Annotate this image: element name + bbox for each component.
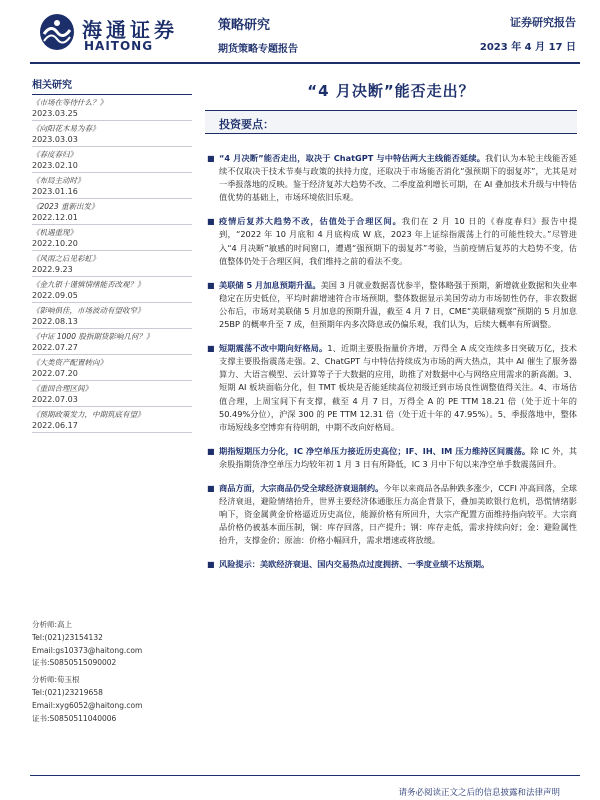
related-item[interactable]: [32, 251, 192, 277]
sidebar: [32, 66, 192, 796]
related-item[interactable]: [32, 121, 192, 147]
related-item-title: 《中证 1000 股指期货影响几何？》: [32, 332, 154, 341]
related-item-date: 2023.02.10: [32, 161, 78, 170]
related-research-list: [32, 95, 192, 433]
related-item[interactable]: [32, 277, 192, 303]
analyst-certificate: 证书:S0850515090002: [32, 658, 117, 668]
section-label: 投资要点：: [219, 118, 274, 131]
related-item-date: 2023.03.03: [32, 135, 78, 144]
analyst-email[interactable]: Email:xyg6052@haitong.com: [32, 700, 143, 710]
bullet-icon: ■: [207, 483, 215, 493]
related-item-title: 《重回合理区间》: [32, 384, 92, 393]
section-header: [205, 110, 577, 134]
related-item-date: 2023.01.16: [32, 187, 78, 196]
analyst-contacts: [32, 619, 192, 725]
point-lead: 期指短期压力分化，IC 净空单压力接近历史高位；IF、IH、IM 压力维持区间震荡。: [219, 445, 531, 456]
related-item[interactable]: [32, 381, 192, 407]
point-lead: 短期震荡不改中期向好格局。: [219, 343, 328, 354]
related-item-date: 2022.09.05: [32, 291, 78, 300]
report-header: [0, 0, 600, 66]
related-item-title: 《春度春归》: [32, 150, 77, 159]
related-item-date: 2022.07.27: [32, 343, 78, 352]
related-item-title: 《市场在等待什么？》: [32, 98, 107, 107]
bullet-icon: ■: [207, 560, 215, 570]
related-item-title: 《机遇重现》: [32, 228, 77, 237]
point-body: 我们认为本轮主线能否延续不仅取决于技术节奏与政策的扶持力度，还取决于市场能否消化“强预期下的弱复苏”，尤其是对一季报落地的反映。鉴于经济复苏大趋势不改、二季度盈利增长可期，在 AI 叠加技术升级与中特估值优势的基础上，市场环境依旧乐观。: [219, 153, 577, 203]
point-body: 美国 3 月就业数据喜忧参半，整体略强于预期，新增就业数据和失业率稳定在历史低位，平均时薪增速符合市场预期，整体数据显示美国劳动力市场韧性仍存，非农数据公布后，市场对美联储 5 月加息的预期升温，截至 4 月 7 日，CME“美联储观察”预期的 5 月加息 25BP 的概率升至 7 成，但预期年内多次降息或仍偏乐观，我们认为，后续大概率有所调整。: [219, 279, 577, 330]
point-lead: 美联储 5 月加息预期升温。: [219, 279, 321, 290]
header-divider: [30, 62, 580, 64]
analyst-tel: Tel:(021)23219658: [32, 687, 103, 697]
related-item-date: 2022.08.13: [32, 317, 78, 326]
logo-english-name: HAITONG: [84, 39, 154, 53]
analyst-certificate: 证书:S0850511040006: [32, 713, 117, 723]
bullet-icon: ■: [207, 344, 215, 354]
main-content: [205, 66, 577, 570]
investment-point: [205, 279, 577, 331]
report-category: [218, 14, 388, 55]
related-item-date: 2023.03.25: [32, 109, 78, 118]
disclaimer-text: 请务必阅读正文之后的信息披露和法律声明: [398, 788, 560, 798]
bullet-icon: ■: [207, 446, 215, 456]
report-meta: [480, 14, 576, 53]
related-item-date: 2022.06.17: [32, 421, 78, 430]
logo-chinese-name: 海通证券: [82, 18, 178, 42]
related-item-title: 《影响俱佳，市场波动有望收窄》: [32, 306, 145, 315]
related-item-date: 2022.07.03: [32, 395, 78, 404]
related-item-title: 《大类资产配置转向》: [32, 358, 107, 367]
investment-points: [205, 152, 577, 583]
investment-point: [205, 558, 577, 571]
point-body: 我们在 2 月 10 日的《春度春归》报告中提到，“2022 年 10 月底和 4 月底构成 W 底，2023 年上证综指震荡上行的可能性较大。”尽管进入“4 月决断”敏感的时间窗口，遭遇“强预期下的弱复苏”考验，当前疫情后复苏的大趋势不变，估值整体仍处于合理区间，我们维持之前的看法不变。: [219, 216, 577, 266]
related-item-title: 《2023 重新出发》: [32, 202, 99, 211]
related-item[interactable]: [32, 303, 192, 329]
related-item-title: 《金九银十谨慎情绪能否改观？》: [32, 280, 145, 289]
analyst-name: 分析师:荀玉根: [32, 675, 80, 685]
related-item[interactable]: [32, 407, 192, 433]
report-label: 证券研究报告: [510, 16, 576, 29]
related-research-heading: 相关研究: [32, 76, 192, 95]
related-item-title: 《预期政策发力，中期筑底有望》: [32, 410, 145, 419]
related-item-date: 2022.9.23: [32, 265, 73, 274]
haitong-emblem-icon: [38, 12, 76, 52]
related-item-title: 《向阳花木易为春》: [32, 124, 100, 133]
investment-point: [205, 445, 577, 471]
point-lead: 风险提示：美欧经济衰退、国内交易热点过度拥挤、一季度业绩不达预期。: [219, 559, 490, 570]
related-item-title: 《风雨之后见彩虹》: [32, 254, 100, 263]
bullet-icon: ■: [207, 280, 215, 290]
investment-point: [205, 482, 577, 547]
point-lead: “4 月决断”能否走出，取决于 ChatGPT 与中特估两大主线能否延续。: [219, 153, 486, 163]
analyst-name: 分析师:高上: [32, 620, 73, 629]
related-item[interactable]: [32, 199, 192, 225]
related-item[interactable]: [32, 147, 192, 173]
investment-point: [205, 215, 577, 267]
point-body: 1、近期主要股指量价齐增，万得全 A 成交连续多日突破万亿，技术支撑主要股指震荡走强。2、ChatGPT 与中特估持续成为市场的两大热点，其中 AI 催生了服务器算力、大语言模型、云计算等子于大数据的应用，助推了对数据中心与网络应用需求的新高潮。3、短期 AI 板块面临分化，但 TMT 板块是否能延续高位初级迁到市场良性调整值得关注。4、市场估值合理，上周宝间下有支撑，截至 4 月 7 日，万得全 A 的 PE TTM 18.21 倍（处于近十年的 50.49%分位），沪深 300 的 PE TTM 12.31 倍（处于近十年的 47.95%）。5、季报落地中，整体市场短线多空博弈有待明朗，中期不改向好格局。: [219, 343, 577, 432]
point-body: 除 IC 外，其余股指期货净空单压力均较年初 1 月 3 日有所降低，IC 3 月中下旬以来净空单手数震荡回升。: [219, 445, 577, 469]
related-item-date: 2022.10.20: [32, 239, 78, 248]
bullet-icon: ■: [207, 217, 215, 227]
report-type: 策略研究: [218, 18, 271, 33]
report-subtype: 期货策略专题报告: [218, 44, 298, 55]
analyst-email[interactable]: Email:gs10373@haitong.com: [32, 645, 143, 655]
footer-divider: [30, 775, 580, 776]
point-lead: 商品方面，大宗商品仍受全球经济衰退制约。: [219, 482, 384, 493]
related-item-date: 2022.07.20: [32, 369, 78, 378]
bullet-icon: ■: [207, 154, 215, 163]
report-title: “4 月决断”能否走出？: [307, 82, 475, 100]
related-item[interactable]: [32, 173, 192, 199]
haitong-logo: [38, 12, 178, 58]
report-date: 2023 年 4 月 17 日: [479, 42, 576, 53]
related-item-date: 2022.12.01: [32, 213, 78, 222]
related-item[interactable]: [32, 329, 192, 355]
related-item[interactable]: [32, 95, 192, 121]
analyst-tel: Tel:(021)23154132: [32, 632, 103, 642]
related-item-title: 《布局主动时》: [32, 176, 85, 185]
related-item[interactable]: [32, 355, 192, 381]
investment-point: [205, 342, 577, 434]
point-lead: 疫情后复苏大趋势不改，估值处于合理区间。: [219, 216, 402, 227]
related-item[interactable]: [32, 225, 192, 251]
investment-point: [205, 152, 577, 204]
point-body: 今年以来商品各品种跌多涨少，CCFI 冲高回落，全球经济衰退，避险情绪抬升，世界主要经济体通胀压力高企背景下，叠加美欧银行危机，恐慌情绪影响下，资金属黄金价格逼近历史高位，能源价格有所回升，大宗产配置方面维持指向较平。大宗商品价格仍被基本面压制，铜：库存回落，日产提升；钢：库存走低，需求持续向好；金：避险属性抬升，支撑金价；原油：价格小幅回升，需求增速或将放缓。: [219, 482, 577, 546]
